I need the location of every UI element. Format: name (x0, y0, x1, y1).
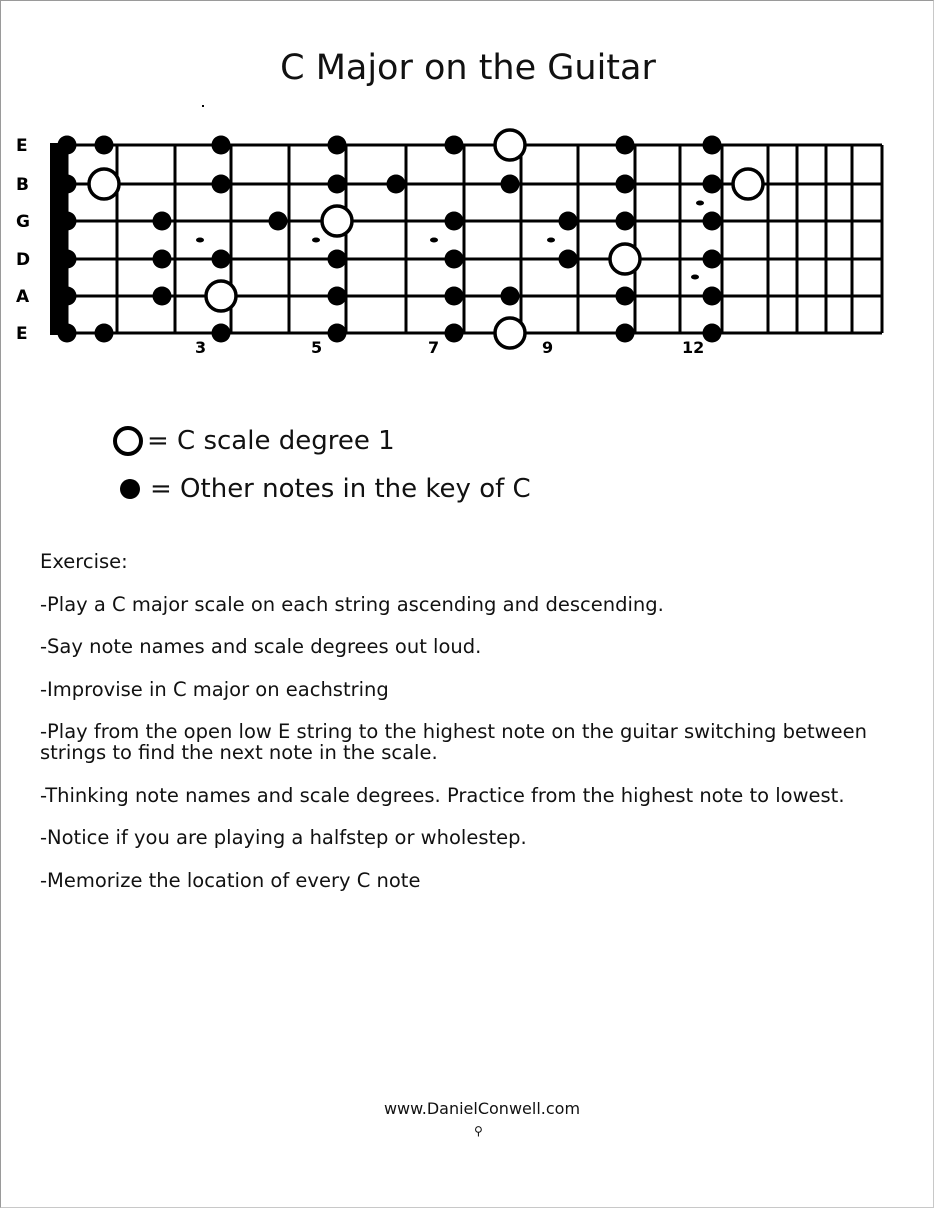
root-note-circle (495, 318, 525, 348)
inlay-dot (196, 238, 204, 243)
inlay-dot (691, 275, 699, 280)
exercise-item: -Play from the open low E string to the highest note on the guitar switching between strings to find the next note in the scale. (40, 720, 867, 764)
string-label: G (16, 212, 30, 232)
scale-note-dot (445, 136, 464, 155)
scale-note-dot (703, 212, 722, 231)
scale-note-dot (616, 175, 635, 194)
website-link[interactable]: www.DanielConwell.com (383, 1099, 581, 1118)
scale-note-dot (501, 287, 520, 306)
scale-note-dot (703, 136, 722, 155)
root-note-circle (322, 206, 352, 236)
scale-note-dot (153, 250, 172, 269)
scale-note-dot (58, 250, 77, 269)
root-note-circle (495, 130, 525, 160)
scale-note-dot (445, 250, 464, 269)
fret-number: 7 (428, 338, 440, 357)
root-note-circle (733, 169, 763, 199)
scale-note-dot (616, 287, 635, 306)
scale-note-dot (58, 324, 77, 343)
footer-website[interactable] (0, 1099, 936, 1118)
scale-note-dot (501, 175, 520, 194)
fret-number: 5 (311, 338, 323, 357)
exercise-item: -Thinking note names and scale degrees. Practice from the highest note to lowest. (40, 783, 845, 807)
legend-root (113, 426, 395, 456)
scale-note-dot (703, 287, 722, 306)
scale-note-dot (58, 212, 77, 231)
exercise-item: -Notice if you are playing a halfstep or wholestep. (40, 826, 527, 849)
scale-note-dot (95, 136, 114, 155)
string-label: E (16, 136, 28, 156)
scale-note-dot (616, 324, 635, 343)
scale-note-dot (269, 212, 288, 231)
open-circle-icon (113, 426, 143, 456)
scale-note-dot (153, 212, 172, 231)
scale-note-dot (559, 212, 578, 231)
inlay-dot (547, 238, 555, 243)
string-label: D (16, 250, 31, 270)
scale-note-dot (328, 324, 347, 343)
root-note-circle (89, 169, 119, 199)
scale-note-dot (328, 287, 347, 306)
inlay-dot (430, 238, 438, 243)
scale-note-dot (387, 175, 406, 194)
fret-number: 12 (682, 338, 705, 357)
fret-number: 3 (195, 338, 207, 357)
string-label: E (16, 324, 28, 344)
scale-note-dot (153, 287, 172, 306)
scale-note-dot (328, 175, 347, 194)
scale-note-dot (212, 175, 231, 194)
scale-note-dot (616, 136, 635, 155)
exercise-heading: Exercise: (40, 550, 128, 573)
scale-note-dot (445, 287, 464, 306)
scale-note-dot (703, 250, 722, 269)
fretboard-diagram (0, 0, 936, 370)
root-note-circle (610, 244, 640, 274)
scale-note-dot (212, 324, 231, 343)
scale-note-dot (703, 324, 722, 343)
fret-number: 9 (542, 338, 554, 357)
scale-note-dot (95, 324, 114, 343)
nut (50, 143, 68, 335)
scale-note-dot (212, 136, 231, 155)
exercise-item: -Improvise in C major on eachstring (40, 677, 389, 701)
exercise-item: -Say note names and scale degrees out loud. (40, 635, 482, 658)
legend-other-label: = Other notes in the key of C (150, 474, 531, 504)
scale-note-dot (703, 175, 722, 194)
scale-note-dot (445, 324, 464, 343)
scale-note-dot (328, 136, 347, 155)
scale-note-dot (212, 250, 231, 269)
scale-note-dot (445, 212, 464, 231)
legend-other (113, 474, 531, 504)
scale-note-dot (616, 212, 635, 231)
exercise-item: -Memorize the location of every C note (40, 868, 421, 892)
string-label: A (16, 287, 30, 307)
legend-root-label: = C scale degree 1 (147, 426, 395, 456)
exercise-item: -Play a C major scale on each string ascending and descending. (40, 592, 664, 616)
inlay-dot (696, 201, 704, 206)
page-title: C Major on the Guitar (280, 48, 656, 88)
root-note-circle (206, 281, 236, 311)
string-label: B (16, 175, 29, 195)
exercise-section (40, 551, 910, 912)
scale-note-dot (58, 136, 77, 155)
scale-note-dot (58, 175, 77, 194)
scale-note-dot (328, 250, 347, 269)
bicycle-icon: ⚲ (474, 1124, 483, 1138)
inlay-dot (312, 238, 320, 243)
scale-note-dot (559, 250, 578, 269)
filled-dot-icon (120, 479, 140, 499)
scale-note-dot (58, 287, 77, 306)
